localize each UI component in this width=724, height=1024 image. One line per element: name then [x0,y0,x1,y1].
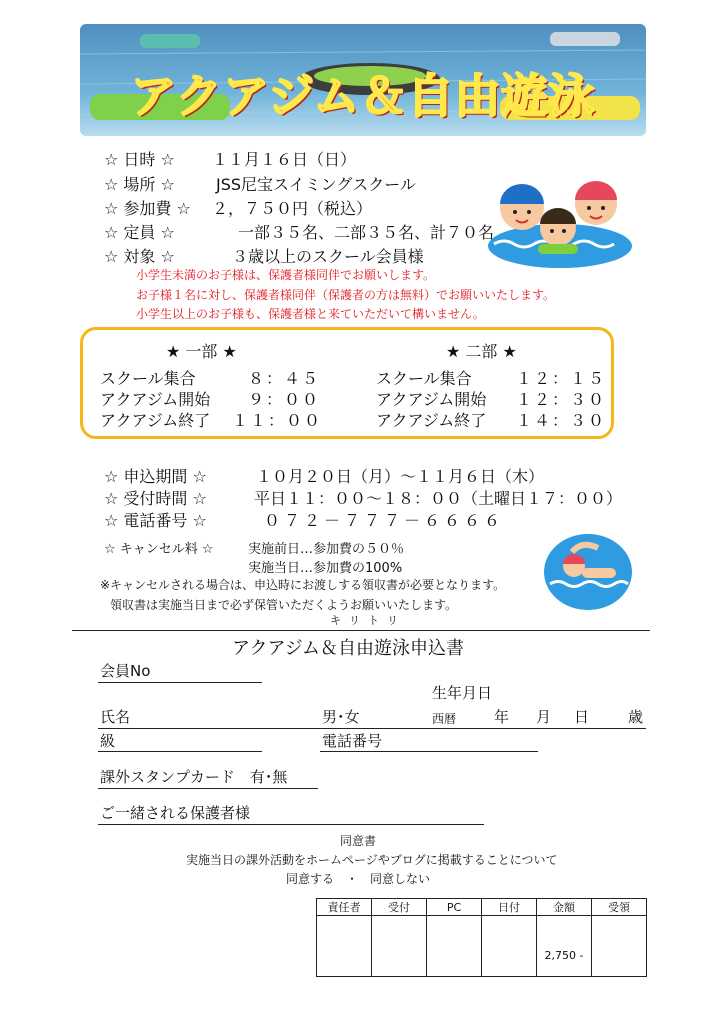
info-label: ☆ 参加費 ☆ [104,199,191,218]
info-label: ☆ 電話番号 ☆ [104,511,207,530]
class-line[interactable] [98,751,262,752]
part2-label: スクール集合 [376,369,472,388]
cut-line-label: キリトリ [330,614,406,627]
info-row-place [104,172,416,195]
part2-time: １４：３０ [516,411,607,430]
table-cell[interactable] [592,916,647,977]
part2-time: １２：１５ [516,369,607,388]
consent-text: 実施当日の課外活動をホームページやブログに掲載することについて [186,853,558,867]
info-label: ☆ 場所 ☆ [104,175,175,194]
month-label: 月 [536,708,552,726]
phone-line[interactable] [320,751,538,752]
form-title: アクアジム＆自由遊泳申込書 [232,638,465,659]
info-value: １０月２０日（月）～１１月６日（木） [256,467,545,486]
table-header: 受付 [372,899,427,916]
table-cell[interactable] [317,916,372,977]
stamp-card-label[interactable]: 課外スタンプカード 有･無 [100,768,288,786]
phone-label: 電話番号 [322,732,383,750]
table-header: 日付 [482,899,537,916]
swimmer-illustration [542,528,634,616]
name-line[interactable] [98,728,646,729]
info-value: ０７２－７７７－６６６６ [264,511,505,530]
table-header: PC [427,899,482,916]
note-red: 小学生未満のお子様は、保護者様同伴でお願いします。 [136,268,436,282]
note-red: お子様１名に対し、保護者様同伴（保護者の方は無料）でお願いいたします。 [136,288,556,302]
info-label: ☆ 対象 ☆ [104,247,175,266]
guardian-line[interactable] [98,824,484,825]
phone-row [104,508,504,531]
info-value: ２，７５０円（税込） [212,199,373,218]
banner-title: アクアジム＆自由遊泳 [130,69,596,123]
info-row-target [104,244,424,267]
note-red: 小学生以上のお子様も、保護者様と来ていただいて構いません。 [136,307,485,321]
info-label: ☆ 定員 ☆ [104,223,175,242]
table-cell-amount [537,916,592,977]
part1-label: アクアジム終了 [100,411,211,430]
staff-table [316,898,647,977]
part1-time: ９：００ [248,390,321,409]
class-label: 級 [100,732,116,750]
part2-label: アクアジム開始 [376,390,487,409]
table-header: 金額 [537,899,592,916]
part2-label: アクアジム終了 [376,411,487,430]
info-row-capacity [104,220,494,243]
info-value: 平日１１：００～１８：００（土曜日１７：００） [254,489,623,508]
info-value: JSS尼宝スイミングスクール [216,175,416,194]
info-value: 一部３５名、二部３５名、計７０名 [238,223,495,242]
guardian-label: ご一緒される保護者様 [100,804,251,822]
cancel-line: 実施当日…参加費の100% [248,561,403,576]
consent-title: 同意書 [340,834,377,848]
gender-label[interactable]: 男･女 [322,708,360,726]
part1-time: １１：００ [232,411,323,430]
part1-label: スクール集合 [100,369,196,388]
seireki-label: 西暦 [432,712,457,726]
table-cell[interactable] [482,916,537,977]
table-header: 責任者 [317,899,372,916]
cancel-note: 領収書は実施当日まで必ず保管いただくようお願いいたします。 [110,598,458,612]
table-cell[interactable] [427,916,482,977]
table-cell[interactable] [372,916,427,977]
info-value: １１月１６日（日） [212,150,357,169]
name-label: 氏名 [100,708,131,726]
info-label: ☆ 日時 ☆ [104,150,175,169]
info-label: ☆ 申込期間 ☆ [104,467,207,486]
cancel-note: ※キャンセルされる場合は、申込時にお渡しする領収書が必要となります。 [100,578,506,592]
family-swimming-illustration [484,164,634,278]
cancel-line: 実施前日…参加費の５０％ [248,542,405,557]
cancel-label: ☆ キャンセル料 ☆ [104,542,214,557]
part1-heading: ★ 一部 ★ [166,342,237,361]
reception-hours-row [104,486,622,509]
consent-options[interactable]: 同意する ・ 同意しない [286,872,431,886]
amount-value: 2,750 - [544,949,584,962]
header-banner [80,24,646,136]
part2-heading: ★ 二部 ★ [446,342,517,361]
info-row-fee [104,196,372,219]
info-value: ３歳以上のスクール会員様 [232,247,424,266]
stamp-card-line [98,788,318,789]
info-label: ☆ 受付時間 ☆ [104,489,207,508]
apply-period-row [104,464,544,487]
part2-time: １２：３０ [516,390,607,409]
cut-line [72,630,650,631]
birthdate-label: 生年月日 [432,684,493,702]
info-row-date [104,147,356,170]
table-header: 受領 [592,899,647,916]
member-no-label: 会員No [100,662,151,680]
year-label: 年 [494,708,510,726]
day-label: 日 [574,708,590,726]
age-label: 歳 [628,708,644,726]
table-row [317,916,647,977]
part1-label: アクアジム開始 [100,390,211,409]
member-no-line[interactable] [98,682,262,683]
part1-time: ８：４５ [248,369,321,388]
table-header-row [317,899,647,916]
